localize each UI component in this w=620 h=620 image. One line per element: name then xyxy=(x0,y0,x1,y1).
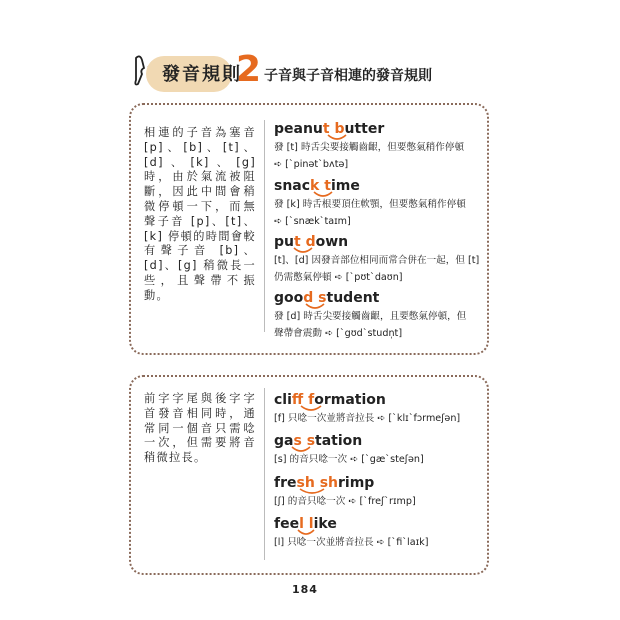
linking-arc xyxy=(312,191,334,199)
example-note: 發 [d] 時舌尖要接觸齒齦，且要憋氣停頓，但 xyxy=(274,311,467,322)
rule-number: 2 xyxy=(236,49,262,90)
example-item xyxy=(274,120,479,172)
example-note: [s] 的音只唸一次 ➪ [ˋgæˋsteʃən] xyxy=(274,454,424,465)
linking-arc xyxy=(299,405,323,413)
example-phrase: feel like xyxy=(274,515,479,533)
page-number: 184 xyxy=(292,583,318,596)
example-ipa: ➪ [ˋsnækˋtaɪm] xyxy=(274,216,351,227)
example-item xyxy=(274,289,479,341)
linking-arc xyxy=(292,247,314,255)
example-note: [t]、[d] 因發音部位相同而常合併在一起，但 [t] xyxy=(274,255,480,266)
example-item xyxy=(274,177,479,229)
example-item xyxy=(274,432,479,467)
example-item xyxy=(274,391,479,426)
example-phrase: good student xyxy=(274,289,479,307)
example-phrase: snack time xyxy=(274,177,479,195)
example-item xyxy=(274,515,479,550)
example-note: 發 [k] 時舌根要頂住軟顎，但要憋氣稍作停頓 xyxy=(274,199,466,210)
example-ipa: 聲帶會震動 ➪ [ˋgʊdˋstudn̩t] xyxy=(274,328,403,339)
example-phrase: gas station xyxy=(274,432,479,450)
example-note: [ʃ] 的音只唸一次 ➪ [ˋfreʃˋrɪmp] xyxy=(274,496,416,507)
linking-arc xyxy=(296,529,316,537)
example-item xyxy=(274,233,479,285)
example-phrase: put down xyxy=(274,233,479,251)
linking-arc xyxy=(304,303,326,311)
linking-arc xyxy=(326,134,348,142)
linking-arc xyxy=(290,446,312,454)
box-divider xyxy=(264,388,265,560)
example-note: [f] 只唸一次並將音拉長 ➪ [ˋklɪˋfɔrmeʃən] xyxy=(274,413,461,424)
example-phrase: fresh shrimp xyxy=(274,474,479,492)
rule-description: 前字字尾與後字字首發音相同時，通常同一個音只需唸一次，但需要將音稍微拉長。 xyxy=(144,392,256,465)
example-note: 發 [t] 時舌尖要接觸齒齦，但要憋氣稍作停頓 xyxy=(274,142,465,153)
example-ipa: ➪ [ˋpinətˋbʌtə] xyxy=(274,159,349,170)
example-note: [l] 只唸一次並將音拉長 ➪ [ˋfiˋlaɪk] xyxy=(274,537,429,548)
linking-arc xyxy=(298,488,326,496)
rule-tag-label: 發音規則 xyxy=(162,64,242,85)
box-divider xyxy=(264,120,265,332)
example-phrase: cliff formation xyxy=(274,391,479,409)
rule-description: 相連的子音為塞音 [p]、[b]、[t]、[d]、[k]、[g] 時，由於氣流被阻斷，因此中間會稍微停頓一下，而無聲子音 [p]、[t]、[k] 停頓的時間會較有聲子音 [b]、[d]、[g] 稍微長一些，且聲帶不振動。 xyxy=(144,126,256,302)
example-ipa: 仍需憋氣停頓 ➪ [ˋpʊtˋdaʊn] xyxy=(274,272,403,283)
rule-title: 子音與子音相連的發音規則 xyxy=(264,68,432,84)
example-phrase: peanut butter xyxy=(274,120,479,138)
example-item xyxy=(274,474,479,509)
